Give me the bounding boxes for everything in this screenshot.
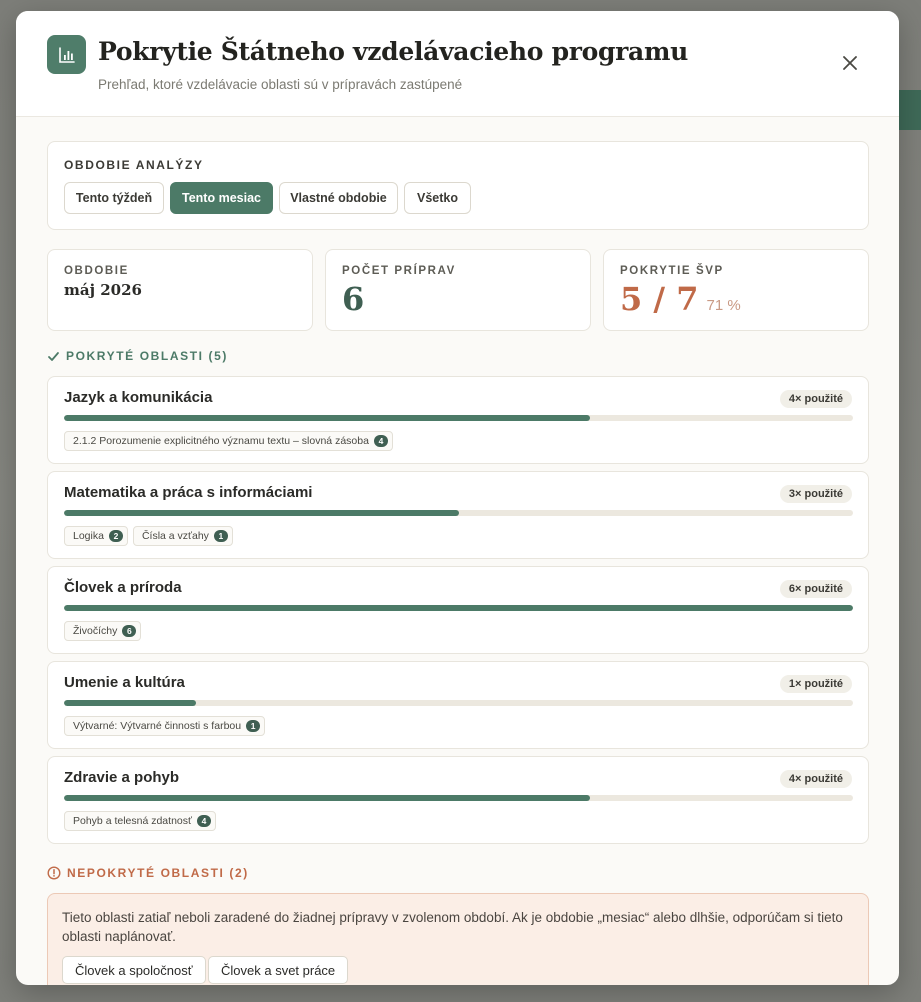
usage-bar [64, 605, 853, 611]
subarea-chip [64, 811, 216, 831]
period-option-this-week[interactable]: Tento týždeň [64, 182, 164, 214]
usage-bar-fill [64, 415, 590, 421]
subarea-chips [64, 526, 233, 546]
scrollbar-track[interactable] [898, 11, 899, 985]
subarea-chips [64, 431, 393, 451]
stat-period-card [47, 249, 313, 331]
subarea-chip-label: Živočíchy [73, 625, 118, 637]
subarea-chip-count: 2 [109, 530, 123, 542]
area-name: Jazyk a komunikácia [64, 389, 213, 406]
subarea-chips [64, 621, 141, 641]
usage-badge: 3× použité [780, 485, 852, 503]
stat-coverage-group [620, 280, 741, 318]
stat-count-value: 6 [342, 280, 365, 318]
subarea-chips [64, 811, 216, 831]
usage-bar [64, 795, 853, 801]
stat-period-value: máj 2026 [64, 281, 142, 299]
area-card [47, 756, 869, 844]
usage-bar [64, 415, 853, 421]
subarea-chips [64, 716, 265, 736]
period-selector-card [47, 141, 869, 230]
uncovered-area-button[interactable]: Človek a spoločnosť [62, 956, 206, 984]
stat-coverage-card [603, 249, 869, 331]
subarea-chip [133, 526, 233, 546]
subarea-chip-label: 2.1.2 Porozumenie explicitného významu textu – slovná zásoba [73, 435, 369, 447]
area-card [47, 661, 869, 749]
close-button[interactable] [838, 51, 862, 75]
stat-count-label: POČET PRÍPRAV [342, 265, 456, 277]
usage-badge: 4× použité [780, 770, 852, 788]
subarea-chip [64, 431, 393, 451]
area-name: Človek a príroda [64, 579, 182, 596]
subarea-chip [64, 621, 141, 641]
uncovered-warning-box [47, 893, 869, 985]
area-card [47, 471, 869, 559]
subarea-chip [64, 716, 265, 736]
subarea-chip-count: 1 [214, 530, 228, 542]
subarea-chip-label: Čísla a vzťahy [141, 530, 209, 542]
stat-period-label: OBDOBIE [64, 265, 129, 277]
usage-badge: 4× použité [780, 390, 852, 408]
period-option-all[interactable]: Všetko [404, 182, 471, 214]
subarea-chip-count: 6 [122, 625, 136, 637]
stat-coverage-label: POKRYTIE ŠVP [620, 265, 724, 277]
subarea-chip-label: Výtvarné: Výtvarné činnosti s farbou [73, 720, 242, 732]
coverage-modal [16, 11, 899, 985]
covered-areas-heading [47, 349, 228, 363]
usage-bar-fill [64, 605, 853, 611]
area-card [47, 566, 869, 654]
check-icon [47, 350, 60, 363]
usage-bar [64, 510, 853, 516]
usage-bar-fill [64, 700, 196, 706]
backdrop-strip [899, 90, 921, 130]
period-option-this-month[interactable]: Tento mesiac [170, 182, 273, 214]
subarea-chip-count: 4 [374, 435, 388, 447]
usage-badge: 1× použité [780, 675, 852, 693]
modal-subtitle: Prehľad, ktoré vzdelávacie oblasti sú v prípravách zastúpené [98, 77, 463, 92]
bar-chart-icon [47, 35, 86, 74]
area-name: Zdravie a pohyb [64, 769, 180, 786]
modal-title: Pokrytie Štátneho vzdelávacieho programu [98, 37, 688, 66]
uncovered-message: Tieto oblasti zatiaľ neboli zaradené do žiadnej prípravy v zvolenom období. Ak je obdobie „mesiac“ alebo dlhšie, odporúčam si tieto oblasti naplánovať. [62, 910, 843, 944]
subarea-chip-label: Pohyb a telesná zdatnosť [73, 815, 192, 827]
usage-badge: 6× použité [780, 580, 852, 598]
stat-count-card [325, 249, 591, 331]
usage-bar [64, 700, 853, 706]
subarea-chip-count: 1 [246, 720, 260, 732]
subarea-chip-count: 4 [197, 815, 211, 827]
stat-coverage-percent: 71 % [706, 297, 741, 314]
modal-header [16, 11, 899, 117]
subarea-chip-label: Logika [73, 530, 104, 542]
usage-bar-fill [64, 510, 459, 516]
period-selector-label: OBDOBIE ANALÝZY [64, 158, 204, 172]
area-name: Matematika a práca s informáciami [64, 484, 313, 501]
usage-bar-fill [64, 795, 590, 801]
subarea-chip [64, 526, 128, 546]
stat-coverage-value: 5 / 7 [620, 280, 699, 318]
uncovered-area-button[interactable]: Človek a svet práce [208, 956, 348, 984]
period-option-custom[interactable]: Vlastné obdobie [279, 182, 398, 214]
close-icon [843, 56, 857, 70]
area-card [47, 376, 869, 464]
alert-circle-icon [47, 866, 61, 880]
area-name: Umenie a kultúra [64, 674, 185, 691]
uncovered-areas-heading [47, 866, 249, 880]
uncovered-areas-title: NEPOKRYTÉ OBLASTI (2) [67, 866, 249, 880]
covered-areas-title: POKRYTÉ OBLASTI (5) [66, 349, 228, 363]
